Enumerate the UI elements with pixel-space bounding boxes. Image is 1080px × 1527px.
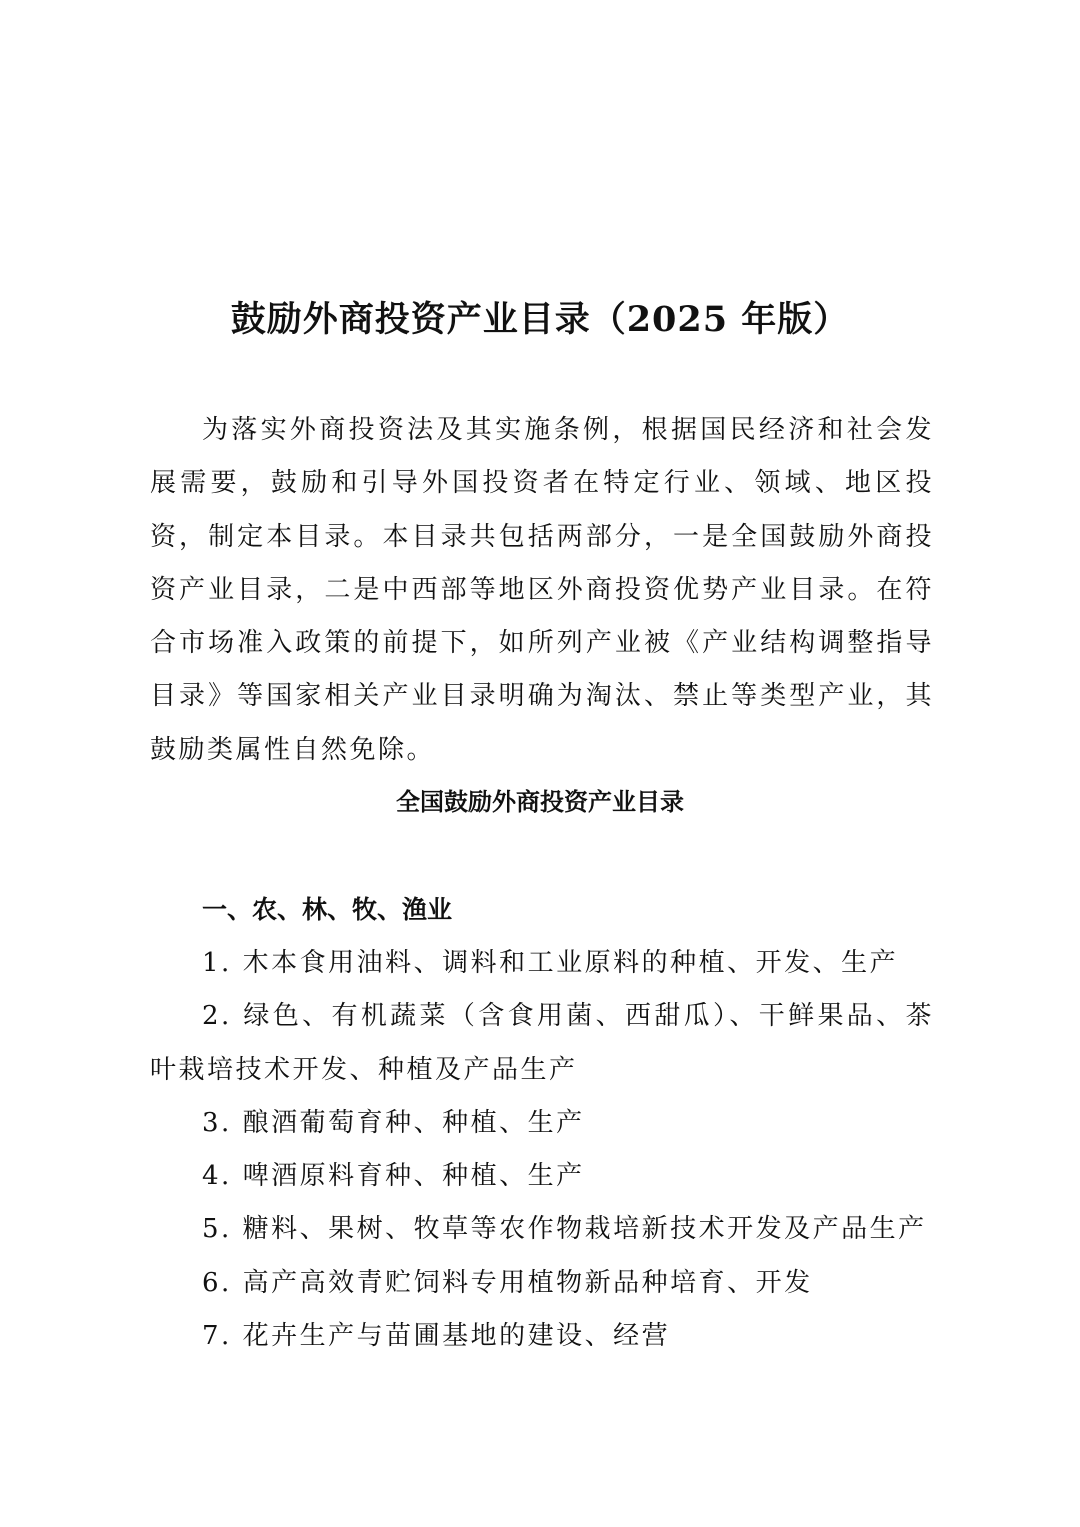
document-title: 鼓励外商投资产业目录（2025 年版） bbox=[230, 299, 850, 340]
preamble-paragraph: 为落实外商投资法及其实施条例，根据国民经济和社会发展需要，鼓励和引导外国投资者在特定行业、领域、地区投资，制定本目录。本目录共包括两部分，一是全国鼓励外商投资产业目录，二是中西部等地区外商投资优势产业目录。在符合市场准入政策的前提下，如所列产业被《产业结构调整指导目录》等国家相关产业目录明确为淘汰、禁止等类型产业，其鼓励类属性自然免除。 bbox=[150, 415, 934, 765]
list-item: 3. 酿酒葡萄育种、种植、生产 bbox=[202, 1107, 585, 1138]
item-list bbox=[150, 937, 934, 1363]
list-item: 1. 木本食用油料、调料和工业原料的种植、开发、生产 bbox=[202, 948, 899, 978]
list-item: 7. 花卉生产与苗圃基地的建设、经营 bbox=[202, 1321, 671, 1352]
section-title: 全国鼓励外商投资产业目录 bbox=[396, 788, 684, 816]
list-item: 2. 绿色、有机蔬菜（含食用菌、西甜瓜）、干鲜果品、茶叶栽培技术开发、种植及产品生产 bbox=[150, 1001, 934, 1085]
list-item: 4. 啤酒原料育种、种植、生产 bbox=[202, 1161, 585, 1192]
list-item: 6. 高产高效青贮饲料专用植物新品种培育、开发 bbox=[202, 1267, 813, 1298]
list-item: 5. 糖料、果树、牧草等农作物栽培新技术开发及产品生产 bbox=[202, 1214, 927, 1245]
category-heading: 一、农、林、牧、渔业 bbox=[202, 895, 453, 924]
